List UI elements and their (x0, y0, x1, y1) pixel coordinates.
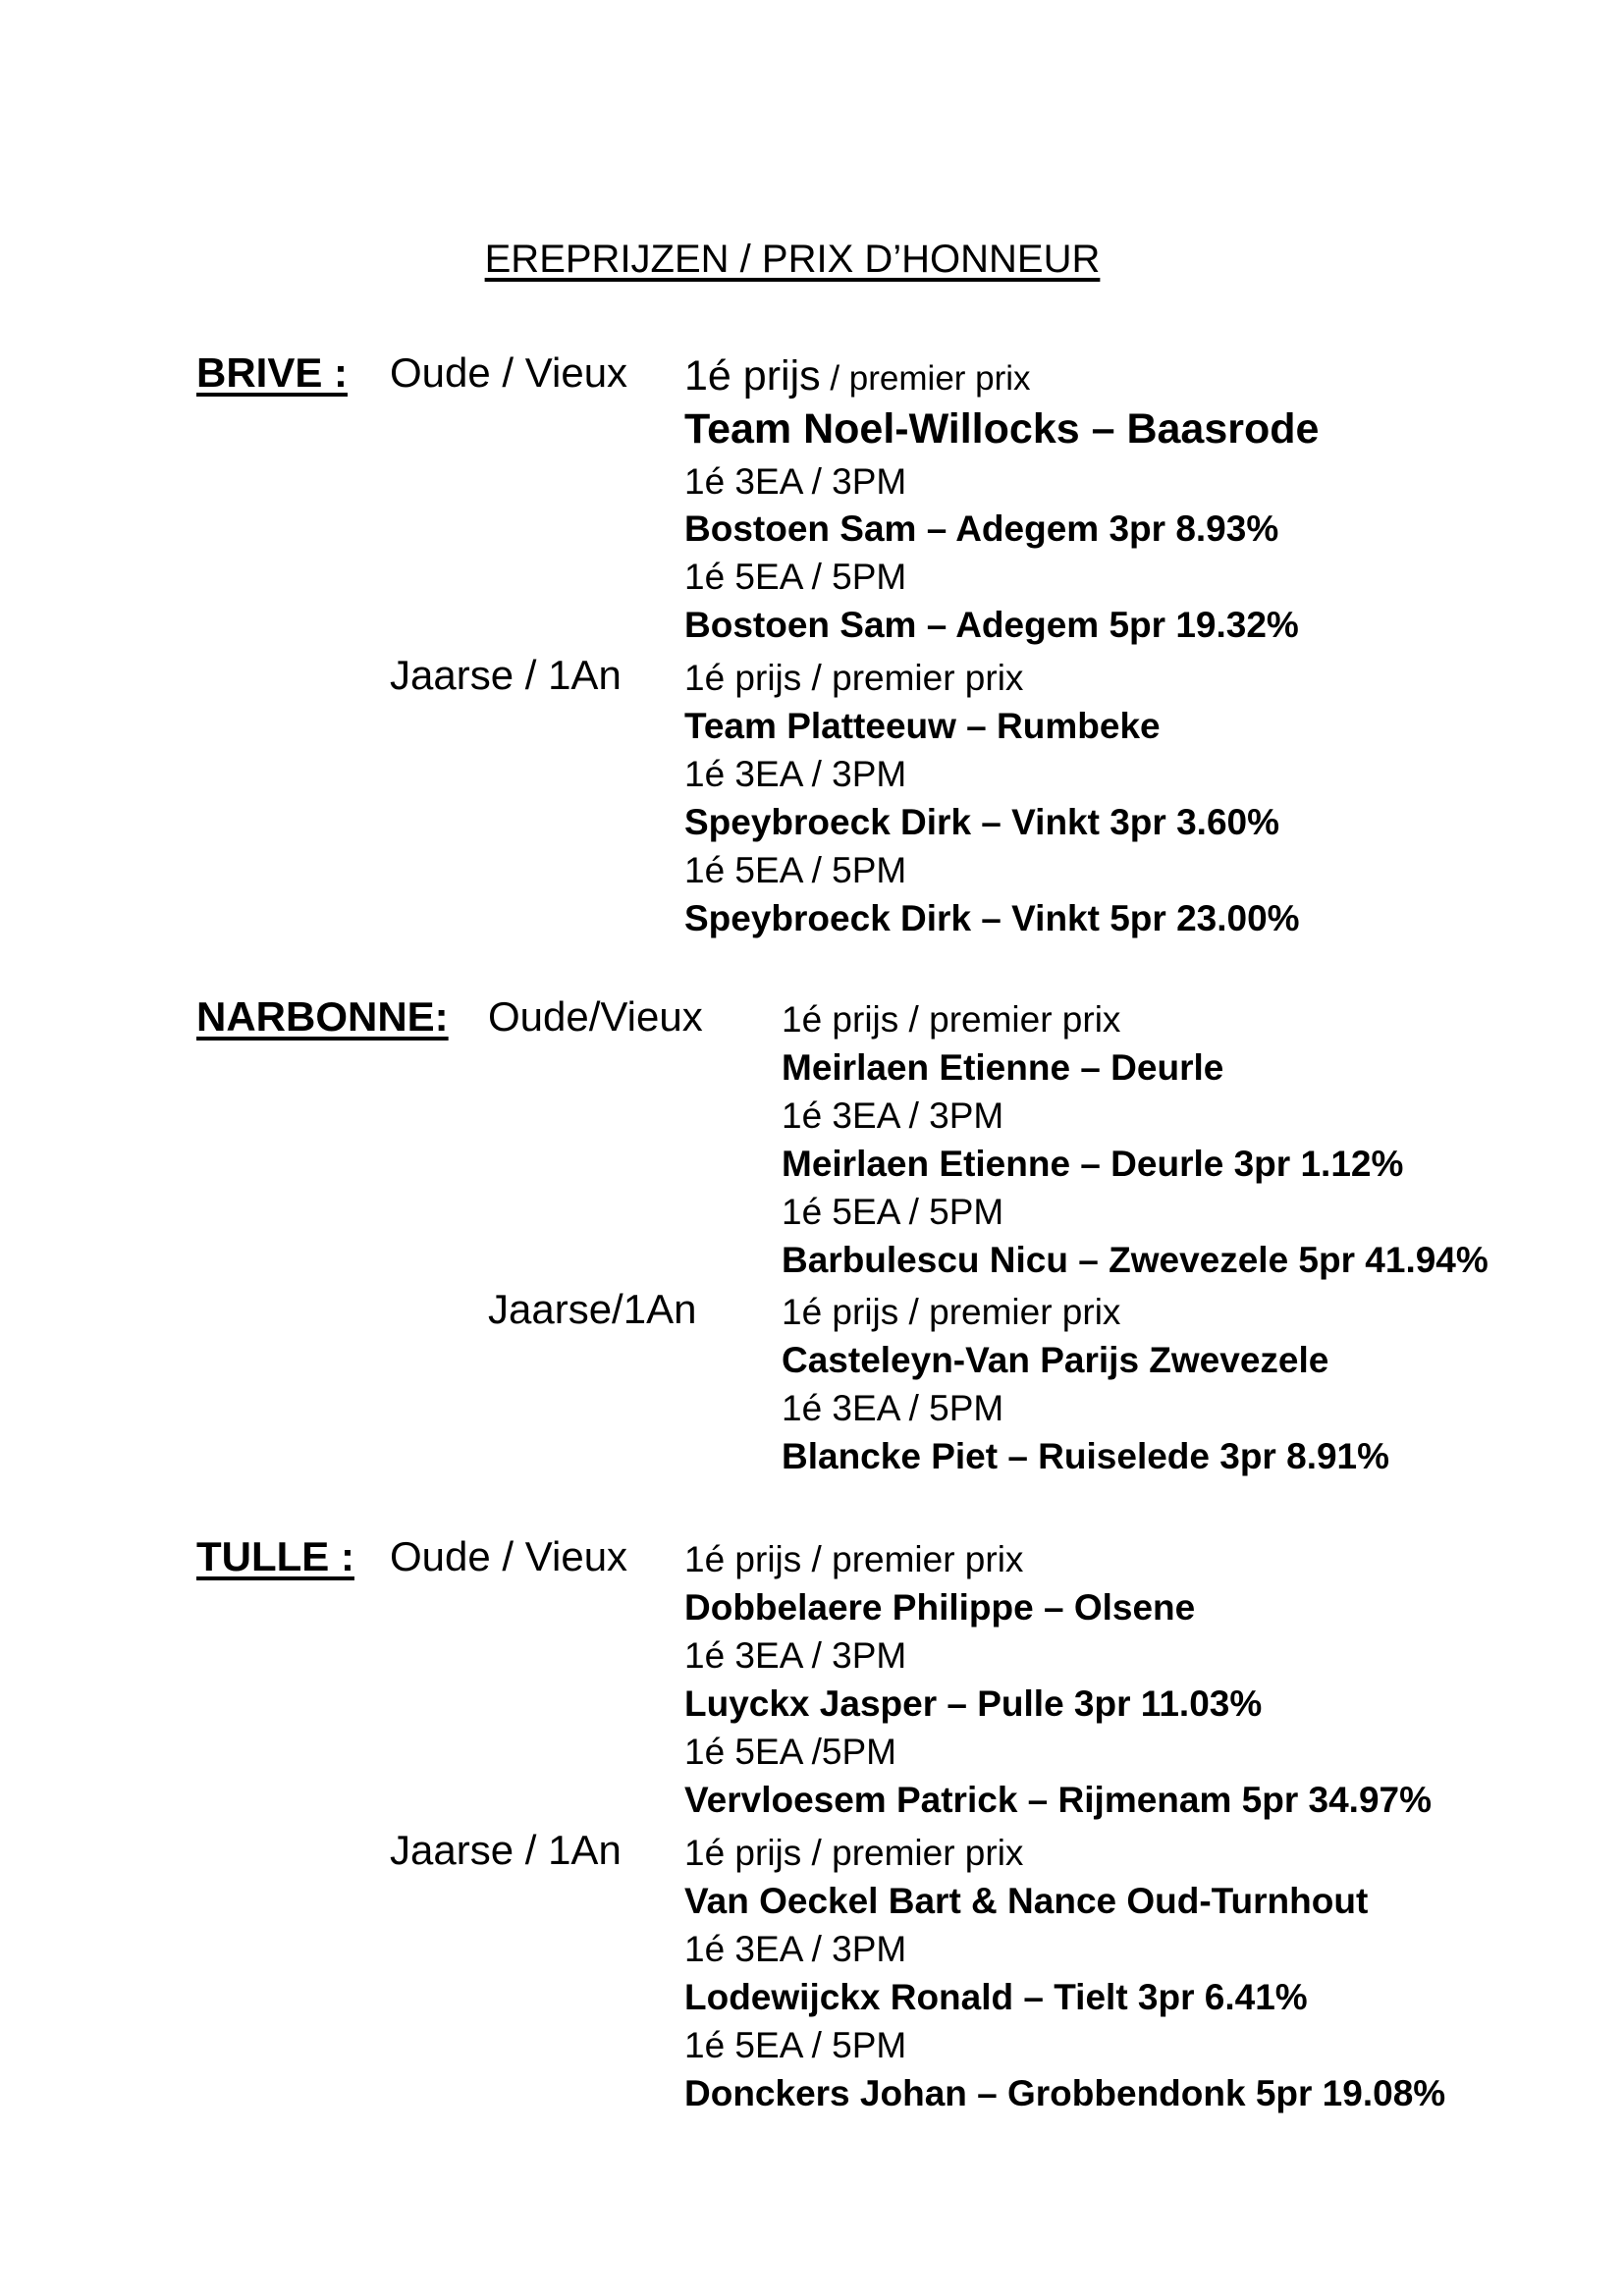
narbonne-young-category: Jaarse/1An (488, 1286, 697, 1332)
tulle-young-category: Jaarse / 1An (390, 1827, 622, 1873)
tulle-old-category: Oude / Vieux (390, 1533, 628, 1579)
brive-young-prize-1: 1é prijs / premier prix (684, 658, 1024, 698)
narbonne-old-category: Oude/Vieux (488, 993, 703, 1040)
narbonne-young-prize-3ea: 1é 3EA / 5PM (782, 1388, 1004, 1428)
tulle-young-winner-1: Van Oeckel Bart & Nance Oud-Turnhout (684, 1881, 1369, 1921)
tulle-young-prize-5ea: 1é 5EA / 5PM (684, 2025, 907, 2065)
narbonne-old-prize-3ea: 1é 3EA / 3PM (782, 1095, 1004, 1136)
tulle-old-prize-1: 1é prijs / premier prix (684, 1539, 1024, 1579)
narbonne-young-winner-1: Casteleyn-Van Parijs Zwevezele (782, 1340, 1329, 1380)
prize-main: 1é prijs (684, 352, 821, 400)
tulle-young-winner-3ea: Lodewijckx Ronald – Tielt 3pr 6.41% (684, 1977, 1308, 2017)
tulle-young-winner-5ea: Donckers Johan – Grobbendonk 5pr 19.08% (684, 2073, 1446, 2113)
page-title: EREPRIJZEN / PRIX D’HONNEUR (484, 238, 1101, 281)
narbonne-old-prize-5ea: 1é 5EA / 5PM (782, 1192, 1004, 1232)
tulle-young-prize-3ea: 1é 3EA / 3PM (684, 1929, 907, 1969)
narbonne-young-prize-1: 1é prijs / premier prix (782, 1292, 1121, 1332)
brive-old-winner-1: Team Noel-Willocks – Baasrode (684, 405, 1320, 453)
brive-old-winner-3ea: Bostoen Sam – Adegem 3pr 8.93% (684, 508, 1279, 549)
brive-old-prize-1 (684, 352, 1031, 400)
tulle-old-prize-3ea: 1é 3EA / 3PM (684, 1635, 907, 1676)
prize-sub: / premier prix (820, 359, 1031, 398)
brive-old-winner-5ea: Bostoen Sam – Adegem 5pr 19.32% (684, 605, 1299, 645)
brive-young-winner-5ea: Speybroeck Dirk – Vinkt 5pr 23.00% (684, 898, 1300, 938)
brive-young-winner-1: Team Platteeuw – Rumbeke (684, 706, 1161, 746)
brive-young-prize-3ea: 1é 3EA / 3PM (684, 754, 907, 794)
narbonne-old-prize-1: 1é prijs / premier prix (782, 999, 1121, 1040)
race-narbonne-name: NARBONNE: (196, 993, 449, 1040)
brive-young-prize-5ea: 1é 5EA / 5PM (684, 850, 907, 890)
narbonne-old-winner-1: Meirlaen Etienne – Deurle (782, 1047, 1224, 1088)
tulle-young-prize-1: 1é prijs / premier prix (684, 1833, 1024, 1873)
brive-young-winner-3ea: Speybroeck Dirk – Vinkt 3pr 3.60% (684, 802, 1280, 842)
race-tulle-name: TULLE : (196, 1533, 354, 1579)
tulle-old-winner-3ea: Luyckx Jasper – Pulle 3pr 11.03% (684, 1683, 1263, 1724)
race-brive-name: BRIVE : (196, 349, 349, 396)
brive-old-category: Oude / Vieux (390, 349, 628, 396)
brive-old-prize-3ea: 1é 3EA / 3PM (684, 461, 907, 502)
tulle-old-prize-5ea: 1é 5EA /5PM (684, 1732, 896, 1772)
brive-old-prize-5ea: 1é 5EA / 5PM (684, 557, 907, 597)
tulle-old-winner-1: Dobbelaere Philippe – Olsene (684, 1587, 1196, 1628)
narbonne-old-winner-3ea: Meirlaen Etienne – Deurle 3pr 1.12% (782, 1144, 1404, 1184)
narbonne-young-winner-3ea: Blancke Piet – Ruiselede 3pr 8.91% (782, 1436, 1390, 1476)
tulle-old-winner-5ea: Vervloesem Patrick – Rijmenam 5pr 34.97% (684, 1780, 1432, 1820)
brive-young-category: Jaarse / 1An (390, 652, 622, 698)
narbonne-old-winner-5ea: Barbulescu Nicu – Zwevezele 5pr 41.94% (782, 1240, 1489, 1280)
